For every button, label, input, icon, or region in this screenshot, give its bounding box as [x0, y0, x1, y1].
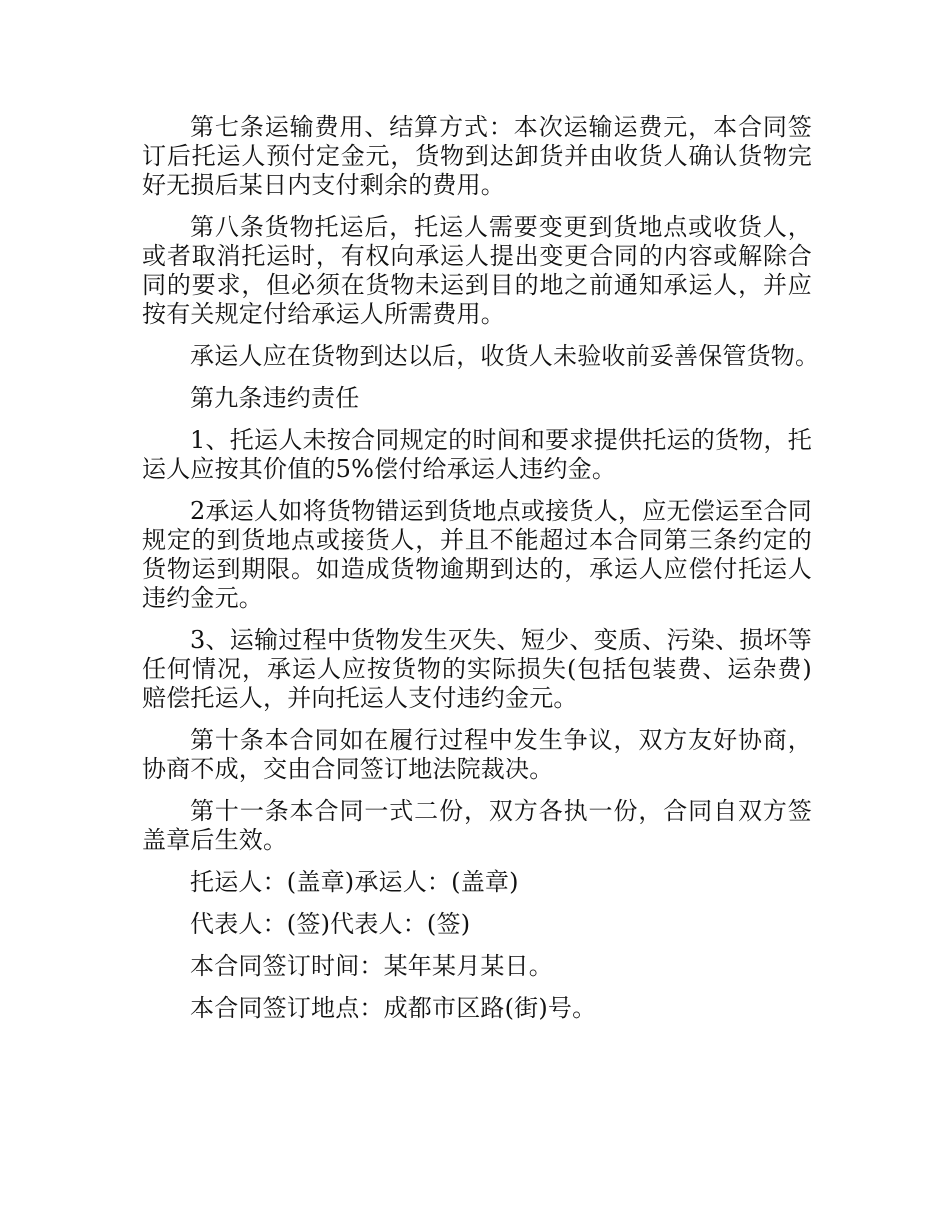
clause-9-item-3: 3、运输过程中货物发生灭失、短少、变质、污染、损坏等任何情况，承运人应按货物的实际损失(包括包装费、运杂费)赔偿托运人，并向托运人支付违约金元。: [142, 626, 812, 712]
clause-8-change: 第八条货物托运后，托运人需要变更到货地点或收货人，或者取消托运时，有权向承运人提出变更合同的内容或解除合同的要求，但必须在货物未运到目的地之前通知承运人，并应按有关规定付给承运人所需费用。: [142, 213, 812, 328]
signing-date: 本合同签订时间：某年某月某日。: [190, 952, 553, 980]
clause-11-copies: 第十一条本合同一式二份，双方各执一份，合同自双方签盖章后生效。: [142, 797, 812, 854]
clause-9-heading: 第九条违约责任: [190, 384, 360, 412]
signature-seal-line: 托运人：(盖章)承运人：(盖章): [190, 868, 519, 896]
contract-body: [142, 113, 820, 1036]
signature-representative-line: 代表人：(签)代表人：(签): [190, 910, 471, 938]
clause-7-payment: 第七条运输费用、结算方式：本次运输运费元，本合同签订后托运人预付定金元，货物到达卸货并由收货人确认货物完好无损后某日内支付剩余的费用。: [142, 113, 812, 199]
carrier-custody-paragraph: 承运人应在货物到达以后，收货人未验收前妥善保管货物。: [190, 342, 820, 370]
clause-9-item-2: 2承运人如将货物错运到货地点或接货人，应无偿运至合同规定的到货地点或接货人，并且不能超过本合同第三条约定的货物运到期限。如造成货物逾期到达的，承运人应偿付托运人违约金元。: [142, 497, 812, 612]
clause-10-dispute: 第十条本合同如在履行过程中发生争议，双方友好协商，协商不成，交由合同签订地法院裁决。: [142, 726, 812, 783]
clause-9-item-1: 1、托运人未按合同规定的时间和要求提供托运的货物，托运人应按其价值的5%偿付给承运人违约金。: [142, 426, 812, 483]
signing-place: 本合同签订地点：成都市区路(街)号。: [190, 994, 597, 1022]
